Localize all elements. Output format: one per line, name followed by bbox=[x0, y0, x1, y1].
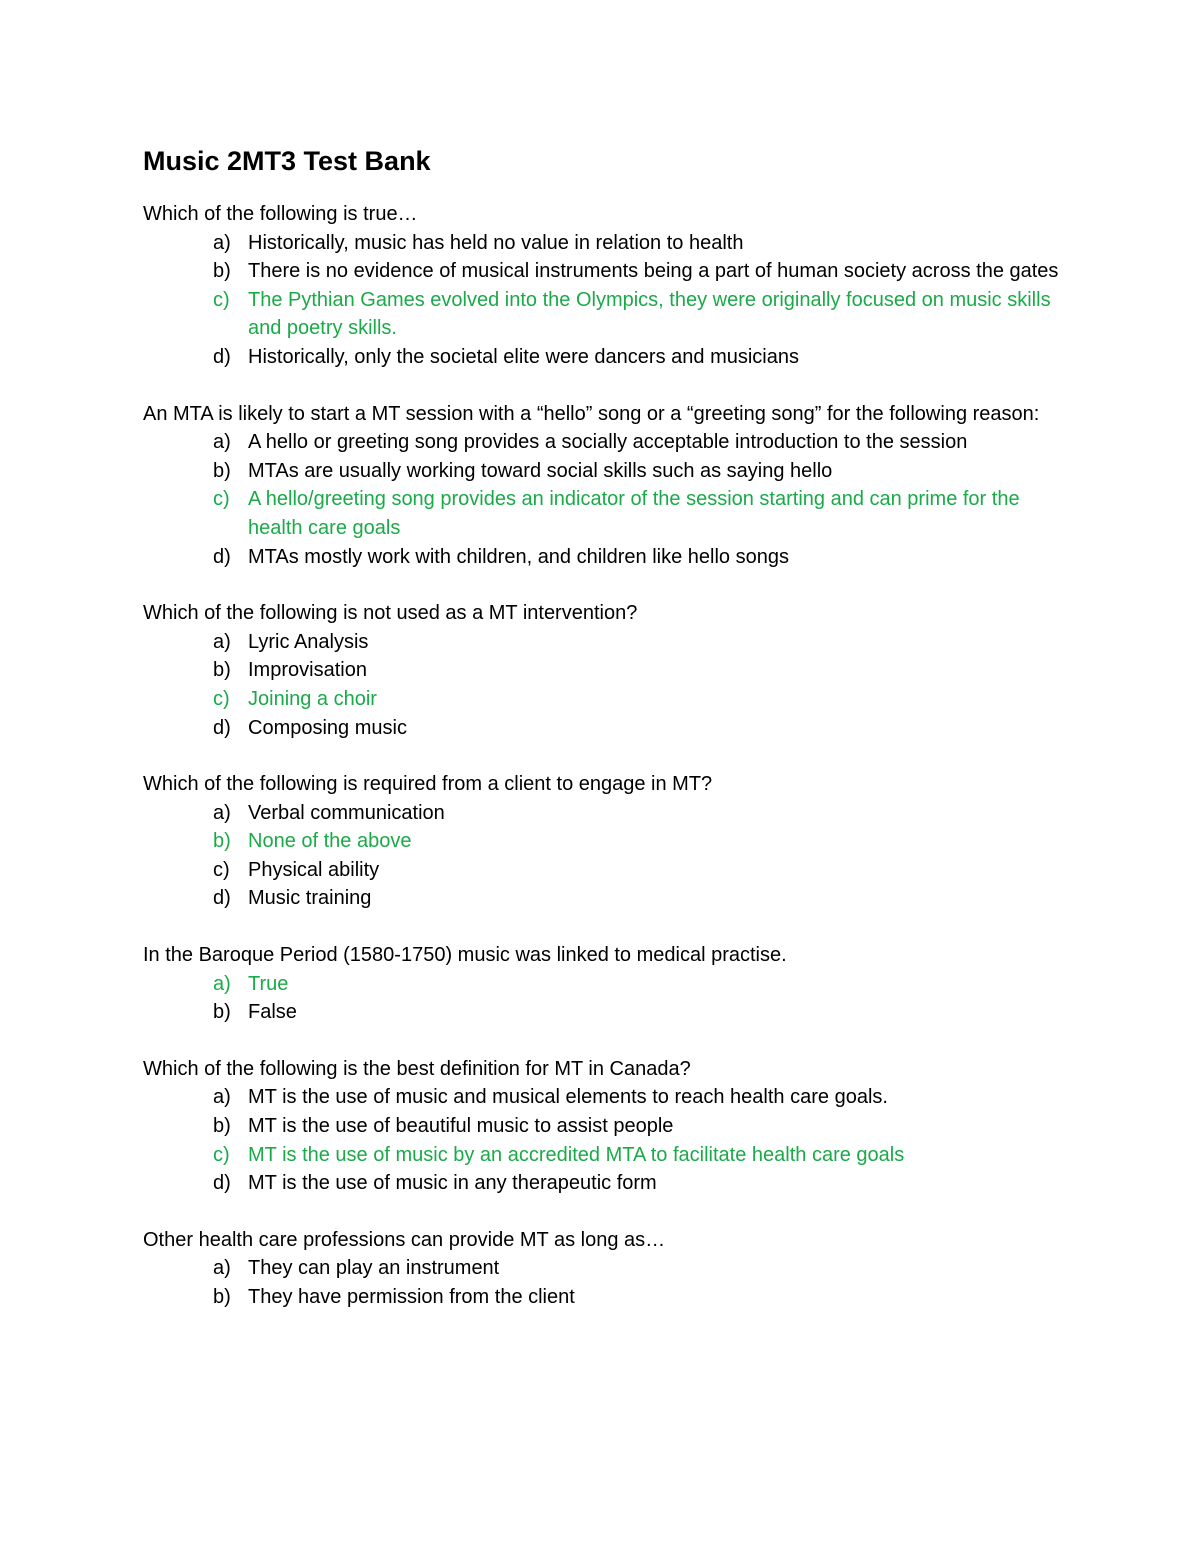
option-a bbox=[143, 1254, 1070, 1283]
option-text: MT is the use of music in any therapeutic form bbox=[248, 1172, 657, 1195]
option-text: MT is the use of beautiful music to assist people bbox=[248, 1115, 674, 1138]
option-c-correct bbox=[143, 286, 1070, 343]
option-c bbox=[143, 856, 1070, 885]
option-b bbox=[143, 257, 1070, 286]
option-b bbox=[143, 457, 1070, 486]
question-2 bbox=[143, 400, 1070, 572]
option-text: A hello/greeting song provides an indicator of the session starting and can prime for the health care goals bbox=[248, 488, 1020, 539]
option-c-correct bbox=[143, 1141, 1070, 1170]
option-text: None of the above bbox=[248, 830, 412, 853]
option-text: MTAs mostly work with children, and children like hello songs bbox=[248, 545, 789, 568]
option-letter: d) bbox=[213, 1172, 231, 1195]
document-title: Music 2MT3 Test Bank bbox=[143, 146, 431, 176]
option-list bbox=[143, 428, 1070, 571]
question-text: Which of the following is required from a client to engage in MT? bbox=[143, 773, 713, 796]
option-text: Historically, only the societal elite were dancers and musicians bbox=[248, 345, 799, 368]
option-letter: a) bbox=[213, 972, 231, 995]
question-7 bbox=[143, 1226, 1070, 1312]
option-letter: d) bbox=[213, 716, 231, 739]
option-text: Composing music bbox=[248, 716, 407, 739]
question-text: In the Baroque Period (1580-1750) music was linked to medical practise. bbox=[143, 944, 787, 967]
question-text: Which of the following is not used as a MT intervention? bbox=[143, 602, 638, 625]
option-b bbox=[143, 1283, 1070, 1312]
option-letter: d) bbox=[213, 545, 231, 568]
option-text: Joining a choir bbox=[248, 687, 377, 710]
option-letter: b) bbox=[213, 659, 231, 682]
option-letter: a) bbox=[213, 1257, 231, 1280]
question-1 bbox=[143, 200, 1070, 372]
option-text: The Pythian Games evolved into the Olympics, they were originally focused on music skills and poetry skills. bbox=[248, 288, 1051, 340]
question-text: Which of the following is true… bbox=[143, 203, 418, 225]
option-text: MTAs are usually working toward social skills such as saying hello bbox=[248, 459, 833, 482]
option-letter: d) bbox=[213, 345, 231, 368]
option-text: Physical ability bbox=[248, 858, 380, 881]
option-text: Lyric Analysis bbox=[248, 630, 369, 653]
option-letter: b) bbox=[213, 260, 231, 283]
option-letter: a) bbox=[213, 431, 231, 454]
option-b-correct bbox=[143, 827, 1070, 856]
option-text: True bbox=[248, 972, 289, 995]
option-text: A hello or greeting song provides a socially acceptable introduction to the session bbox=[248, 431, 968, 454]
option-text: Historically, music has held no value in relation to health bbox=[248, 231, 744, 254]
option-list bbox=[143, 229, 1070, 372]
option-letter: c) bbox=[213, 687, 230, 710]
question-5 bbox=[143, 941, 1070, 1027]
option-letter: b) bbox=[213, 830, 231, 853]
option-letter: a) bbox=[213, 1086, 231, 1109]
option-a bbox=[143, 1083, 1070, 1112]
option-list bbox=[143, 799, 1070, 913]
option-letter: a) bbox=[213, 630, 231, 653]
option-c-correct bbox=[143, 685, 1070, 714]
question-text: Other health care professions can provide MT as long as… bbox=[143, 1228, 666, 1251]
option-text: They have permission from the client bbox=[248, 1286, 575, 1308]
option-letter: c) bbox=[213, 488, 230, 511]
question-4 bbox=[143, 770, 1070, 913]
option-d bbox=[143, 343, 1070, 372]
option-a bbox=[143, 628, 1070, 657]
option-letter: c) bbox=[213, 1143, 230, 1166]
option-list bbox=[143, 970, 1070, 1027]
option-text: Verbal communication bbox=[248, 801, 445, 824]
option-letter: c) bbox=[213, 858, 230, 881]
option-list bbox=[143, 1083, 1070, 1197]
question-6 bbox=[143, 1055, 1070, 1198]
option-a bbox=[143, 799, 1070, 828]
option-d bbox=[143, 714, 1070, 743]
option-text: MT is the use of music by an accredited MTA to facilitate health care goals bbox=[248, 1143, 905, 1166]
option-a-correct bbox=[143, 970, 1070, 999]
question-text: An MTA is likely to start a MT session with a “hello” song or a “greeting song” for the following reason: bbox=[143, 402, 1040, 425]
option-b bbox=[143, 656, 1070, 685]
option-d bbox=[143, 1169, 1070, 1198]
option-text: There is no evidence of musical instruments being a part of human society across the gates bbox=[248, 260, 1059, 283]
question-text: Which of the following is the best definition for MT in Canada? bbox=[143, 1057, 691, 1080]
option-list bbox=[143, 628, 1070, 742]
option-text: MT is the use of music and musical elements to reach health care goals. bbox=[248, 1086, 888, 1109]
option-letter: c) bbox=[213, 288, 230, 311]
option-c-correct bbox=[143, 485, 1070, 542]
option-letter: b) bbox=[213, 459, 231, 482]
option-letter: a) bbox=[213, 801, 231, 824]
option-d bbox=[143, 884, 1070, 913]
question-3 bbox=[143, 599, 1070, 742]
option-b bbox=[143, 998, 1070, 1027]
option-text: Music training bbox=[248, 887, 372, 910]
option-text: Improvisation bbox=[248, 659, 367, 682]
option-a bbox=[143, 229, 1070, 258]
option-text: False bbox=[248, 1001, 297, 1024]
option-a bbox=[143, 428, 1070, 457]
option-text: They can play an instrument bbox=[248, 1257, 500, 1280]
option-letter: b) bbox=[213, 1286, 231, 1308]
option-letter: d) bbox=[213, 887, 231, 910]
option-letter: a) bbox=[213, 231, 231, 254]
option-letter: b) bbox=[213, 1115, 231, 1138]
option-list bbox=[143, 1254, 1070, 1311]
option-b bbox=[143, 1112, 1070, 1141]
option-letter: b) bbox=[213, 1001, 231, 1024]
option-d bbox=[143, 543, 1070, 572]
